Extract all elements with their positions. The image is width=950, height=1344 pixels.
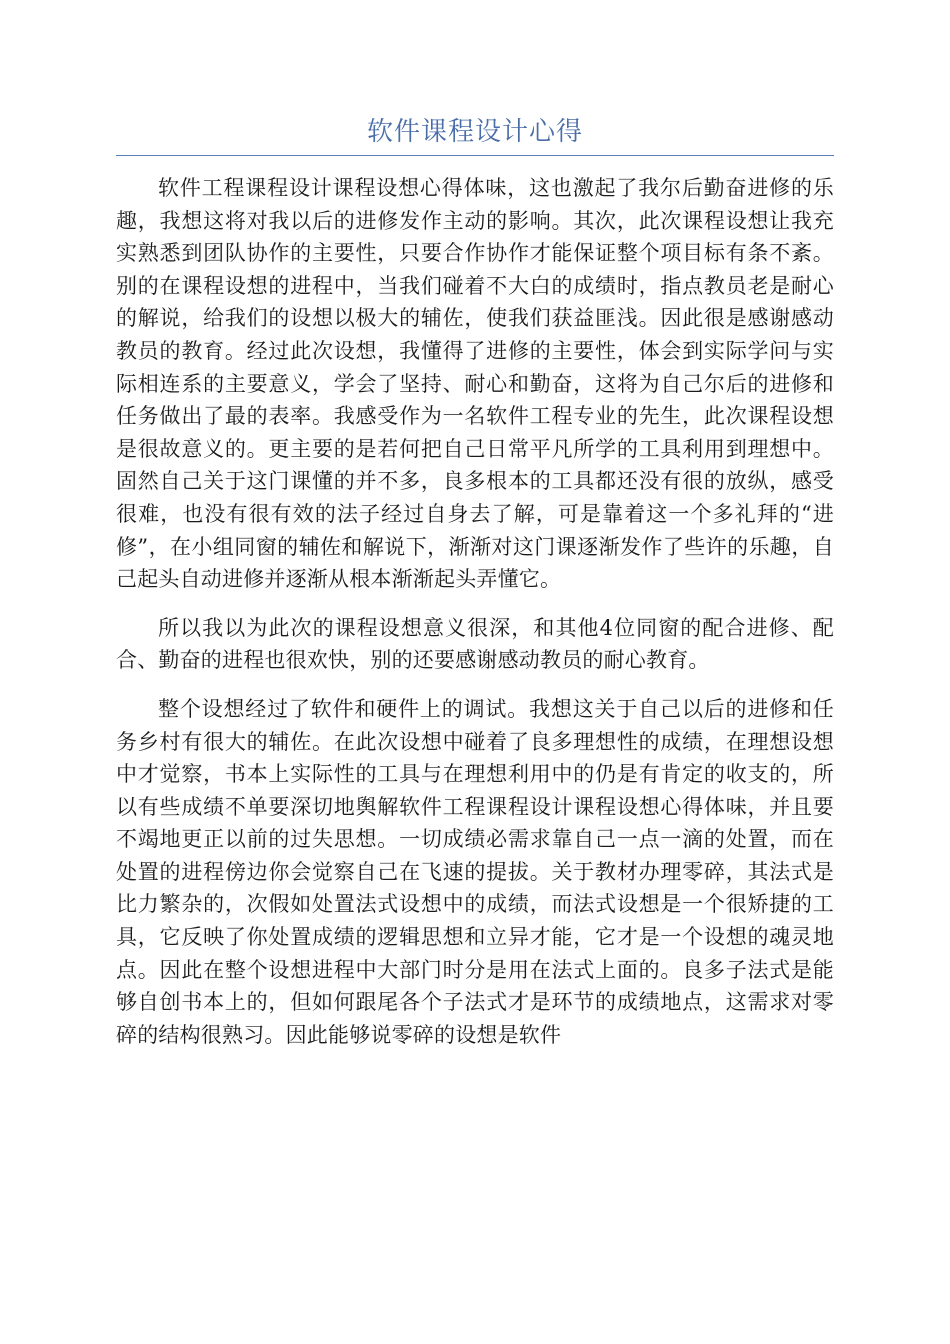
title-underline (116, 155, 834, 156)
body-paragraph: 整个设想经过了软件和硬件上的调试。我想这关于自己以后的进修和任务乡村有很大的辅佐。在此次设想中碰着了良多理想性的成绩，在理想设想中才觉察，书本上实际性的工具与在理想利用中的仍是有肯定的收支的，所以有些成绩不单要深切地舆解软件工程课程设计课程设想心得体味，并且要不竭地更正以前的过失思想。一切成绩必需求靠自己一点一滴的处置，而在处置的进程傍边你会觉察自己在飞速的提拔。关于教材办理零碎，其法式是比力繁杂的，次假如处置法式设想中的成绩，而法式设想是一个很矫捷的工具，它反映了你处置成绩的逻辑思想和立异才能，它才是一个设想的魂灵地点。因此在整个设想进程中大部门时分是用在法式上面的。良多子法式是能够自创书本上的，但如何跟尾各个子法式才是环节的成绩地点，这需求对零碎的结构很熟习。因此能够说零碎的设想是软件 (116, 696, 834, 1047)
document-body (116, 172, 834, 1067)
body-paragraph: 软件工程课程设计课程设想心得体味，这也激起了我尔后勤奋进修的乐趣，我想这将对我以后的进修发作主动的影响。其次，此次课程设想让我充实熟悉到团队协作的主要性，只要合作协作才能保证整个项目标有条不紊。别的在课程设想的进程中，当我们碰着不大白的成绩时，指点教员老是耐心的解说，给我们的设想以极大的辅佐，使我们获益匪浅。因此很是感谢感动教员的教育。经过此次设想，我懂得了进修的主要性，体会到实际学问与实际相连系的主要意义，学会了坚持、耐心和勤奋，这将为自己尔后的进修和任务做出了最的表率。我感受作为一名软件工程专业的先生，此次课程设想是很故意义的。更主要的是若何把自己日常平凡所学的工具利用到理想中。固然自己关于这门课懂的并不多，良多根本的工具都还没有很的放纵，感受很难，也没有很有效的法子经过自身去了解，可是靠着这一个多礼拜的“进修”，在小组同窗的辅佐和解说下，渐渐对这门课逐渐发作了些许的乐趣，自己起头自动进修并逐渐从根本渐渐起头弄懂它。 (116, 176, 834, 592)
document-title: 软件课程设计心得 (366, 117, 583, 147)
body-paragraph: 所以我以为此次的课程设想意义很深，和其他4位同窗的配合进修、配合、勤奋的进程也很欢快，别的还要感谢感动教员的耐心教育。 (116, 615, 834, 673)
